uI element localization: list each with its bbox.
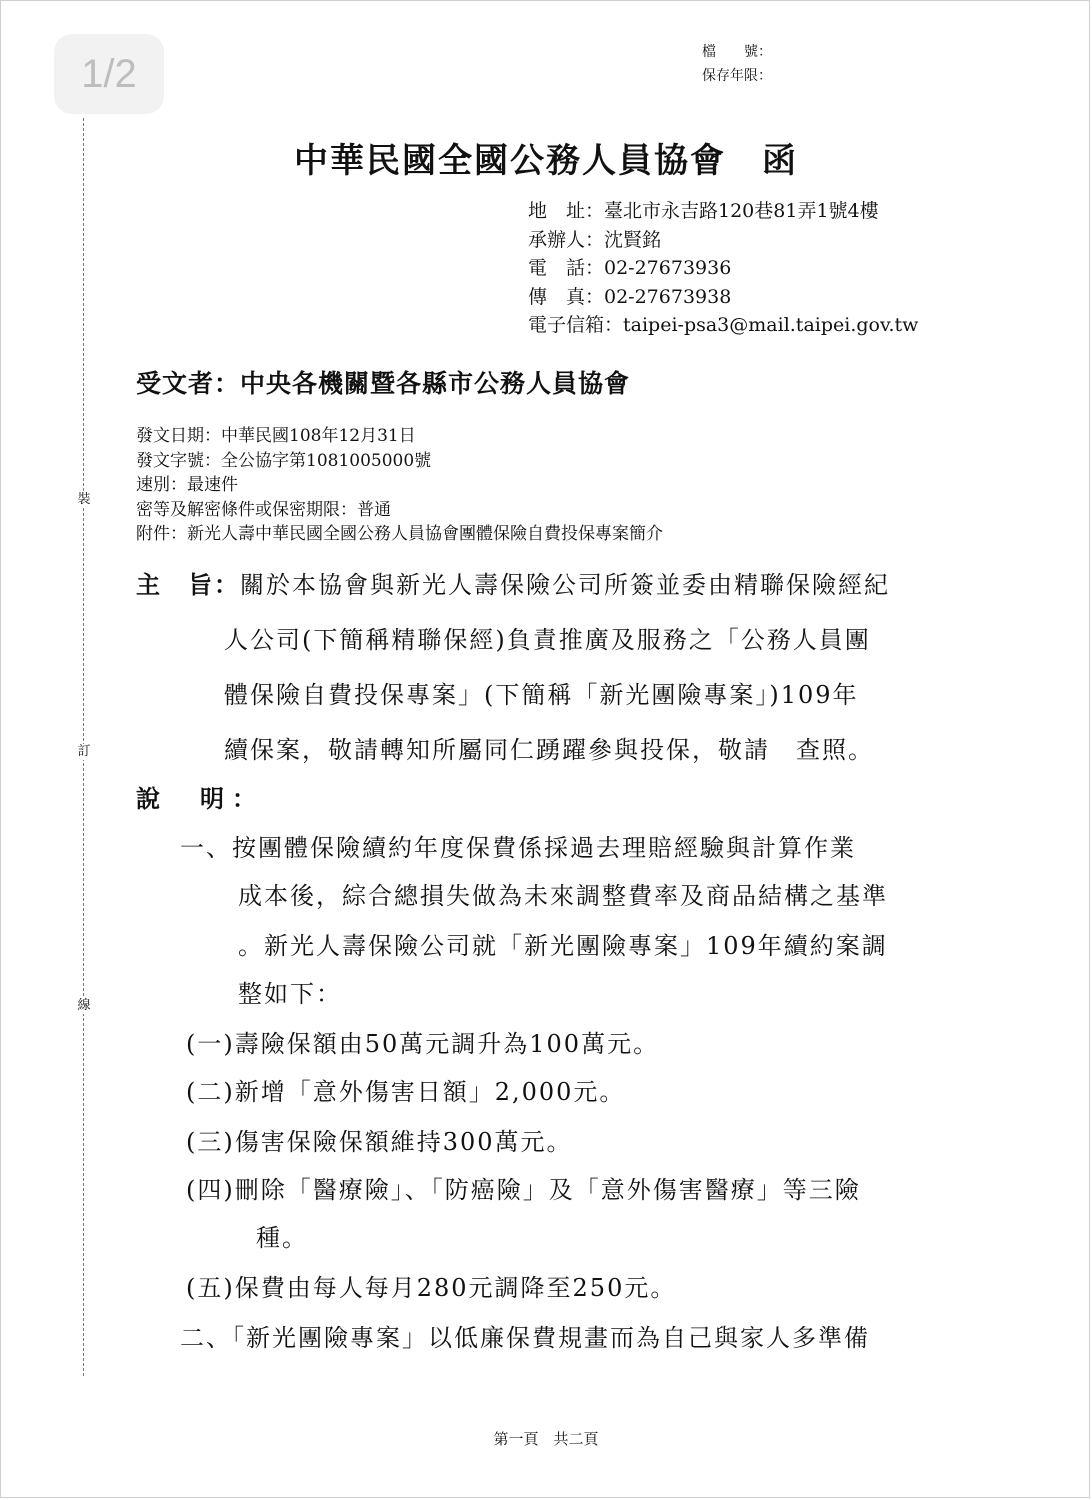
dispatch-secrecy: 密等及解密條件或保密期限：普通 xyxy=(136,499,391,520)
sub-item: (一)壽險保額由50萬元調升為100萬元。 xyxy=(186,1030,660,1058)
explanation-item-1-line: 成本後，綜合總損失做為未來調整費率及商品結構之基準 xyxy=(238,882,888,910)
subject-label: 主 旨： xyxy=(136,570,240,599)
page-footer: 第一頁 共二頁 xyxy=(493,1430,599,1448)
sender-info xyxy=(528,197,918,340)
dispatch-info xyxy=(136,424,663,547)
page-indicator: 1/2 xyxy=(54,34,164,114)
sub-item: (四)刪除「醫療險」、「防癌險」及「意外傷害醫療」等三險 xyxy=(186,1176,861,1204)
sender-email: 電子信箱：taipei-psa3@mail.taipei.gov.tw xyxy=(528,314,919,336)
explanation-item-1-line: 整如下： xyxy=(238,980,342,1008)
explanation-item-1-line: 。新光人壽保險公司就「新光團險專案」109年續約案調 xyxy=(238,932,888,960)
subject-line: 關於本協會與新光人壽保險公司所簽並委由精聯保險經紀 xyxy=(240,571,890,599)
subject-first-line xyxy=(136,565,890,600)
retention-period-label: 保存年限： xyxy=(702,68,772,84)
binding-mark-ding: 訂 xyxy=(77,744,91,759)
sender-phone: 電 話：02-27673936 xyxy=(528,257,732,279)
sub-item-continuation: 種。 xyxy=(256,1224,308,1252)
subject-line: 體保險自費投保專案」(下簡稱「新光團險專案」)109年 xyxy=(224,681,859,709)
file-number-label: 檔 號： xyxy=(702,44,772,60)
dispatch-number: 發文字號：全公協字第1081005000號 xyxy=(136,450,432,471)
subject-line: 人公司(下簡稱精聯保經)負責推廣及服務之「公務人員團 xyxy=(224,626,871,654)
sub-item: (二)新增「意外傷害日額」2,000元。 xyxy=(186,1078,626,1106)
dispatch-speed: 速別：最速件 xyxy=(136,475,238,495)
explanation-label: 說 明： xyxy=(136,784,264,813)
archive-info xyxy=(702,40,772,88)
sender-fax: 傳 真：02-27673938 xyxy=(528,285,732,308)
recipient: 受文者：中央各機關暨各縣市公務人員協會 xyxy=(136,369,631,398)
dispatch-attachment: 附件：新光人壽中華民國全國公務人員協會團體保險自費投保專案簡介 xyxy=(136,524,663,544)
sender-contact: 承辦人：沈賢銘 xyxy=(528,228,662,251)
subject-line: 續保案，敬請轉知所屬同仁踴躍參與投保，敬請 查照。 xyxy=(224,736,874,764)
binding-mark-zhuang: 裝 xyxy=(77,492,91,507)
sender-address: 地 址：臺北市永吉路120巷81弄1號4樓 xyxy=(528,200,879,222)
explanation-item-2: 二、「新光團險專案」以低廉保費規畫而為自己與家人多準備 xyxy=(180,1324,870,1352)
dispatch-date: 發文日期：中華民國108年12月31日 xyxy=(136,426,416,446)
sub-item: (三)傷害保險保額維持300萬元。 xyxy=(186,1128,573,1156)
binding-mark-xian: 線 xyxy=(77,998,91,1013)
explanation-item-1-line: 一、按團體保險續約年度保費係採過去理賠經驗與計算作業 xyxy=(180,834,856,862)
document-title: 中華民國全國公務人員協會 函 xyxy=(294,141,798,181)
sub-item: (五)保費由每人每月280元調降至250元。 xyxy=(186,1274,677,1302)
